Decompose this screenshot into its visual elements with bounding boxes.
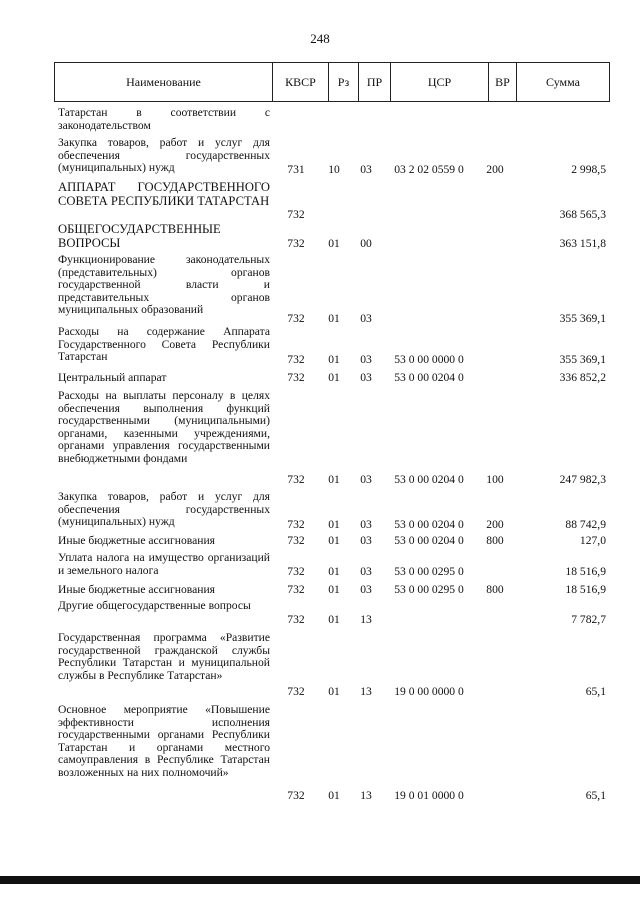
row-csr: 53 0 00 0295 0 xyxy=(394,583,464,596)
row-name: Закупка товаров, работ и услуг для обеспечения государственных (муниципальных) нужд xyxy=(58,490,270,529)
row-name: Закупка товаров, работ и услуг для обеспечения государственных (муниципальных) нужд xyxy=(58,136,270,175)
row-pr: 03 xyxy=(360,163,372,176)
row-name: Расходы на содержание Аппарата Государственного Совета Республики Татарстан xyxy=(58,325,270,364)
row-sum: 7 782,7 xyxy=(571,613,606,626)
row-name: Иные бюджетные ассигнования xyxy=(58,583,215,596)
header-pr: ПР xyxy=(359,63,391,101)
row-kvsr: 732 xyxy=(287,208,305,221)
row-sum: 88 742,9 xyxy=(565,518,606,531)
row-sum: 355 369,1 xyxy=(559,353,606,366)
row-rz: 01 xyxy=(328,534,340,547)
header-name: Наименование xyxy=(55,63,273,101)
row-name: Функционирование законодательных (представительных) органов государственной власти и представительных органов муниципальных образований xyxy=(58,253,270,317)
row-sum: 368 565,3 xyxy=(559,208,606,221)
row-pr: 03 xyxy=(360,312,372,325)
row-pr: 03 xyxy=(360,518,372,531)
row-kvsr: 732 xyxy=(287,613,305,626)
row-rz: 01 xyxy=(328,685,340,698)
row-name: Татарстан в соответствии с законодательством xyxy=(58,106,270,132)
row-pr: 13 xyxy=(360,685,372,698)
row-csr: 53 0 00 0204 0 xyxy=(394,473,464,486)
row-kvsr: 732 xyxy=(287,312,305,325)
row-pr: 03 xyxy=(360,534,372,547)
row-pr: 03 xyxy=(360,473,372,486)
row-kvsr: 731 xyxy=(287,163,305,176)
header-csr: ЦСР xyxy=(391,63,489,101)
row-kvsr: 732 xyxy=(287,518,305,531)
row-vr: 800 xyxy=(486,534,504,547)
row-name: Уплата налога на имущество организаций и земельного налога xyxy=(58,551,270,577)
row-kvsr: 732 xyxy=(287,353,305,366)
row-sum: 2 998,5 xyxy=(571,163,606,176)
row-kvsr: 732 xyxy=(287,371,305,384)
row-vr: 100 xyxy=(486,473,504,486)
row-pr: 13 xyxy=(360,613,372,626)
row-kvsr: 732 xyxy=(287,685,305,698)
row-rz: 01 xyxy=(328,473,340,486)
row-kvsr: 732 xyxy=(287,473,305,486)
row-rz: 01 xyxy=(328,353,340,366)
row-csr: 03 2 02 0559 0 xyxy=(394,163,464,176)
row-rz: 01 xyxy=(328,613,340,626)
row-rz: 01 xyxy=(328,518,340,531)
row-name: АППАРАТ ГОСУДАРСТВЕННОГО СОВЕТА РЕСПУБЛИКИ ТАТАРСТАН xyxy=(58,180,270,208)
header-vr: ВР xyxy=(489,63,517,101)
row-csr: 53 0 00 0295 0 xyxy=(394,565,464,578)
row-csr: 53 0 00 0204 0 xyxy=(394,534,464,547)
row-pr: 03 xyxy=(360,353,372,366)
row-rz: 10 xyxy=(328,163,340,176)
row-sum: 247 982,3 xyxy=(559,473,606,486)
row-csr: 53 0 00 0204 0 xyxy=(394,518,464,531)
row-kvsr: 732 xyxy=(287,789,305,802)
row-rz: 01 xyxy=(328,237,340,250)
row-kvsr: 732 xyxy=(287,583,305,596)
row-name: ОБЩЕГОСУДАРСТВЕННЫЕ ВОПРОСЫ xyxy=(58,222,221,250)
row-rz: 01 xyxy=(328,789,340,802)
header-sum: Сумма xyxy=(546,75,580,89)
row-rz: 01 xyxy=(328,565,340,578)
row-kvsr: 732 xyxy=(287,237,305,250)
page-number: 248 xyxy=(310,31,330,46)
row-sum: 18 516,9 xyxy=(565,583,606,596)
row-pr: 03 xyxy=(360,371,372,384)
row-csr: 53 0 00 0000 0 xyxy=(394,353,464,366)
row-rz: 01 xyxy=(328,371,340,384)
row-sum: 363 151,8 xyxy=(559,237,606,250)
row-vr: 200 xyxy=(486,163,504,176)
header-kvsr: КВСР xyxy=(273,63,329,101)
row-kvsr: 732 xyxy=(287,534,305,547)
row-csr: 53 0 00 0204 0 xyxy=(394,371,464,384)
row-vr: 800 xyxy=(486,583,504,596)
row-sum: 65,1 xyxy=(585,685,606,698)
row-sum: 65,1 xyxy=(585,789,606,802)
row-pr: 03 xyxy=(360,583,372,596)
row-name: Основное мероприятие «Повышение эффективности исполнения государственными органами Республики Татарстан и органами местного самоуправления в Республике Татарстан возложенных на них полномочий» xyxy=(58,703,270,779)
row-rz: 01 xyxy=(328,583,340,596)
row-pr: 13 xyxy=(360,789,372,802)
row-name: Иные бюджетные ассигнования xyxy=(58,534,215,547)
row-sum: 18 516,9 xyxy=(565,565,606,578)
row-kvsr: 732 xyxy=(287,565,305,578)
scan-border xyxy=(0,876,640,884)
row-vr: 200 xyxy=(486,518,504,531)
row-sum: 355 369,1 xyxy=(559,312,606,325)
row-sum: 127,0 xyxy=(579,534,606,547)
row-csr: 19 0 00 0000 0 xyxy=(394,685,464,698)
row-pr: 00 xyxy=(360,237,372,250)
row-rz: 01 xyxy=(328,312,340,325)
row-name: Расходы на выплаты персоналу в целях обеспечения выполнения функций государственными (муниципальными) органами, казенными учреждениями, органами управления государственными внебюджетными фондами xyxy=(58,389,270,465)
header-rz: Рз xyxy=(329,63,359,101)
row-sum: 336 852,2 xyxy=(559,371,606,384)
row-name: Другие общегосударственные вопросы xyxy=(58,599,251,612)
row-name: Центральный аппарат xyxy=(58,371,167,384)
row-pr: 03 xyxy=(360,565,372,578)
row-name: Государственная программа «Развитие государственной гражданской службы Республики Татарстан и муниципальной службы в Республике Татарстан» xyxy=(58,631,270,682)
row-csr: 19 0 01 0000 0 xyxy=(394,789,464,802)
